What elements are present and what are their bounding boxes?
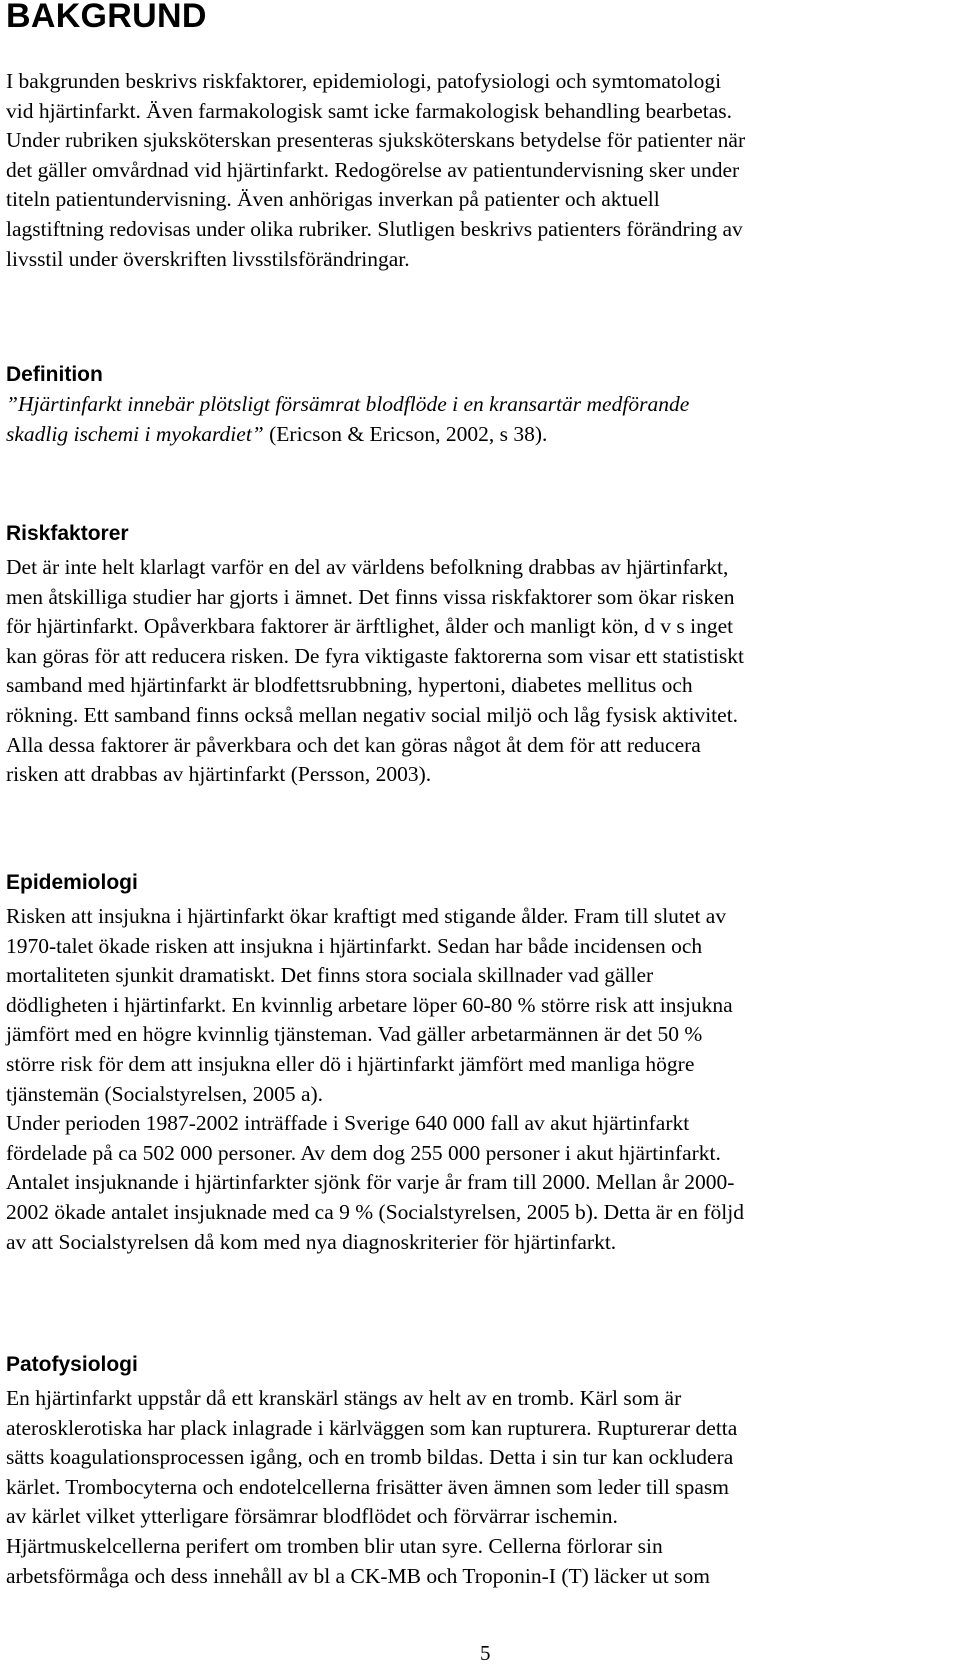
text-line: titeln patientundervisning. Även anhörigas inverkan på patienter och aktuell	[6, 187, 660, 212]
patofysiologi-paragraph	[6, 1384, 956, 1591]
text-line: 2002 ökade antalet insjuknade med ca 9 % (Socialstyrelsen, 2005 b). Detta är en följd	[6, 1199, 744, 1224]
text-line: jämfört med en högre kvinnlig tjänsteman. Vad gäller arbetarmännen är det 50 %	[6, 1022, 703, 1047]
text-line: rökning. Ett samband finns också mellan negativ social miljö och låg fysisk aktivitet.	[6, 702, 739, 727]
text-line: det gäller omvårdnad vid hjärtinfarkt. Redogörelse av patientundervisning sker under	[6, 157, 740, 182]
text-line: sätts koagulationsprocessen igång, och en tromb bildas. Detta i sin tur kan ockludera	[6, 1445, 734, 1470]
page-number: 5	[480, 1641, 491, 1665]
text-line: samband med hjärtinfarkt är blodfettsrubbning, hypertoni, diabetes mellitus och	[6, 673, 693, 698]
text-line: större risk för dem att insjukna eller dö i hjärtinfarkt jämfört med manliga högre	[6, 1051, 695, 1076]
text-line: Risken att insjukna i hjärtinfarkt ökar kraftigt med stigande ålder. Fram till slutet av	[6, 904, 727, 928]
text-line: risken att drabbas av hjärtinfarkt (Persson, 2003).	[6, 762, 432, 787]
page-title: BAKGRUND	[6, 0, 207, 35]
text-line: En hjärtinfarkt uppstår då ett kranskärl stängs av helt av en tromb. Kärl som är	[6, 1386, 682, 1410]
text-line: tjänstemän (Socialstyrelsen, 2005 a).	[6, 1081, 324, 1106]
text-line: mortaliteten sjunkit dramatiskt. Det finns stora sociala skillnader vad gäller	[6, 963, 654, 988]
definition-paragraph	[6, 390, 956, 449]
text-line	[6, 390, 956, 420]
text-line: men åtskilliga studier har gjorts i ämnet. Det finns vissa riskfaktorer som ökar risken	[6, 584, 735, 609]
epidemiologi-paragraph	[6, 902, 956, 1257]
definition-heading: Definition	[6, 363, 103, 386]
text-line: fördelade på ca 502 000 personer. Av dem dog 255 000 personer i akut hjärtinfarkt.	[6, 1140, 721, 1165]
text-line: kärlet. Trombocyterna och endotelcellerna frisätter även ämnen som leder till spasm	[6, 1474, 730, 1499]
text-line: I bakgrunden beskrivs riskfaktorer, epidemiologi, patofysiologi och symtomatologi	[6, 69, 722, 93]
text-line: kan göras för att reducera risken. De fyra viktigaste faktorerna som visar ett statistiskt	[6, 643, 744, 668]
text-line: av kärlet vilket ytterligare försämrar blodflödet och förvärrar ischemin.	[6, 1504, 618, 1529]
text-line: vid hjärtinfarkt. Även farmakologisk samt icke farmakologisk behandling bearbetas.	[6, 98, 733, 123]
text-line: för hjärtinfarkt. Opåverkbara faktorer är ärftlighet, ålder och manligt kön, d v s inget	[6, 614, 734, 639]
text-line: 1970-talet ökade risken att insjukna i hjärtinfarkt. Sedan har både incidensen och	[6, 933, 703, 958]
text-line: Det är inte helt klarlagt varför en del av världens befolkning drabbas av hjärtinfarkt,	[6, 555, 729, 579]
text-line: livsstil under överskriften livsstilsförändringar.	[6, 246, 410, 271]
riskfaktorer-paragraph	[6, 553, 956, 790]
document-page	[6, 0, 954, 1667]
text-line: aterosklerotiska har plack inlagrade i kärlväggen som kan rupturera. Rupturerar detta	[6, 1415, 738, 1440]
text-line	[6, 420, 956, 450]
definition-citation: (Ericson & Ericson, 2002, s 38).	[263, 421, 548, 446]
text-line: Alla dessa faktorer är påverkbara och det kan göras något åt dem för att reducera	[6, 732, 701, 757]
text-line: Under rubriken sjuksköterskan presenteras sjuksköterskans betydelse för patienter när	[6, 128, 746, 153]
text-line: dödligheten i hjärtinfarkt. En kvinnlig arbetare löper 60-80 % större risk att insjukna	[6, 992, 733, 1017]
definition-quote-line-1: ”Hjärtinfarkt innebär plötsligt försämrat blodflöde i en kransartär medförande	[6, 392, 690, 416]
text-line: lagstiftning redovisas under olika rubriker. Slutligen beskrivs patienters förändring av	[6, 216, 743, 241]
text-line: arbetsförmåga och dess innehåll av bl a CK-MB och Troponin-I (T) läcker ut som	[6, 1563, 710, 1588]
text-line: Under perioden 1987-2002 inträffade i Sverige 640 000 fall av akut hjärtinfarkt	[6, 1111, 690, 1136]
intro-paragraph	[6, 67, 956, 274]
text-line: av att Socialstyrelsen då kom med nya diagnoskriterier för hjärtinfarkt.	[6, 1229, 617, 1254]
text-line: Antalet insjuknande i hjärtinfarkter sjönk för varje år fram till 2000. Mellan år 2000-	[6, 1170, 735, 1195]
text-line: Hjärtmuskelcellerna perifert om tromben blir utan syre. Cellerna förlorar sin	[6, 1533, 663, 1558]
epidemiologi-heading: Epidemiologi	[6, 871, 138, 894]
patofysiologi-heading: Patofysiologi	[6, 1353, 138, 1376]
definition-quote-line-2: skadlig ischemi i myokardiet”	[6, 421, 264, 446]
riskfaktorer-heading: Riskfaktorer	[6, 522, 129, 545]
